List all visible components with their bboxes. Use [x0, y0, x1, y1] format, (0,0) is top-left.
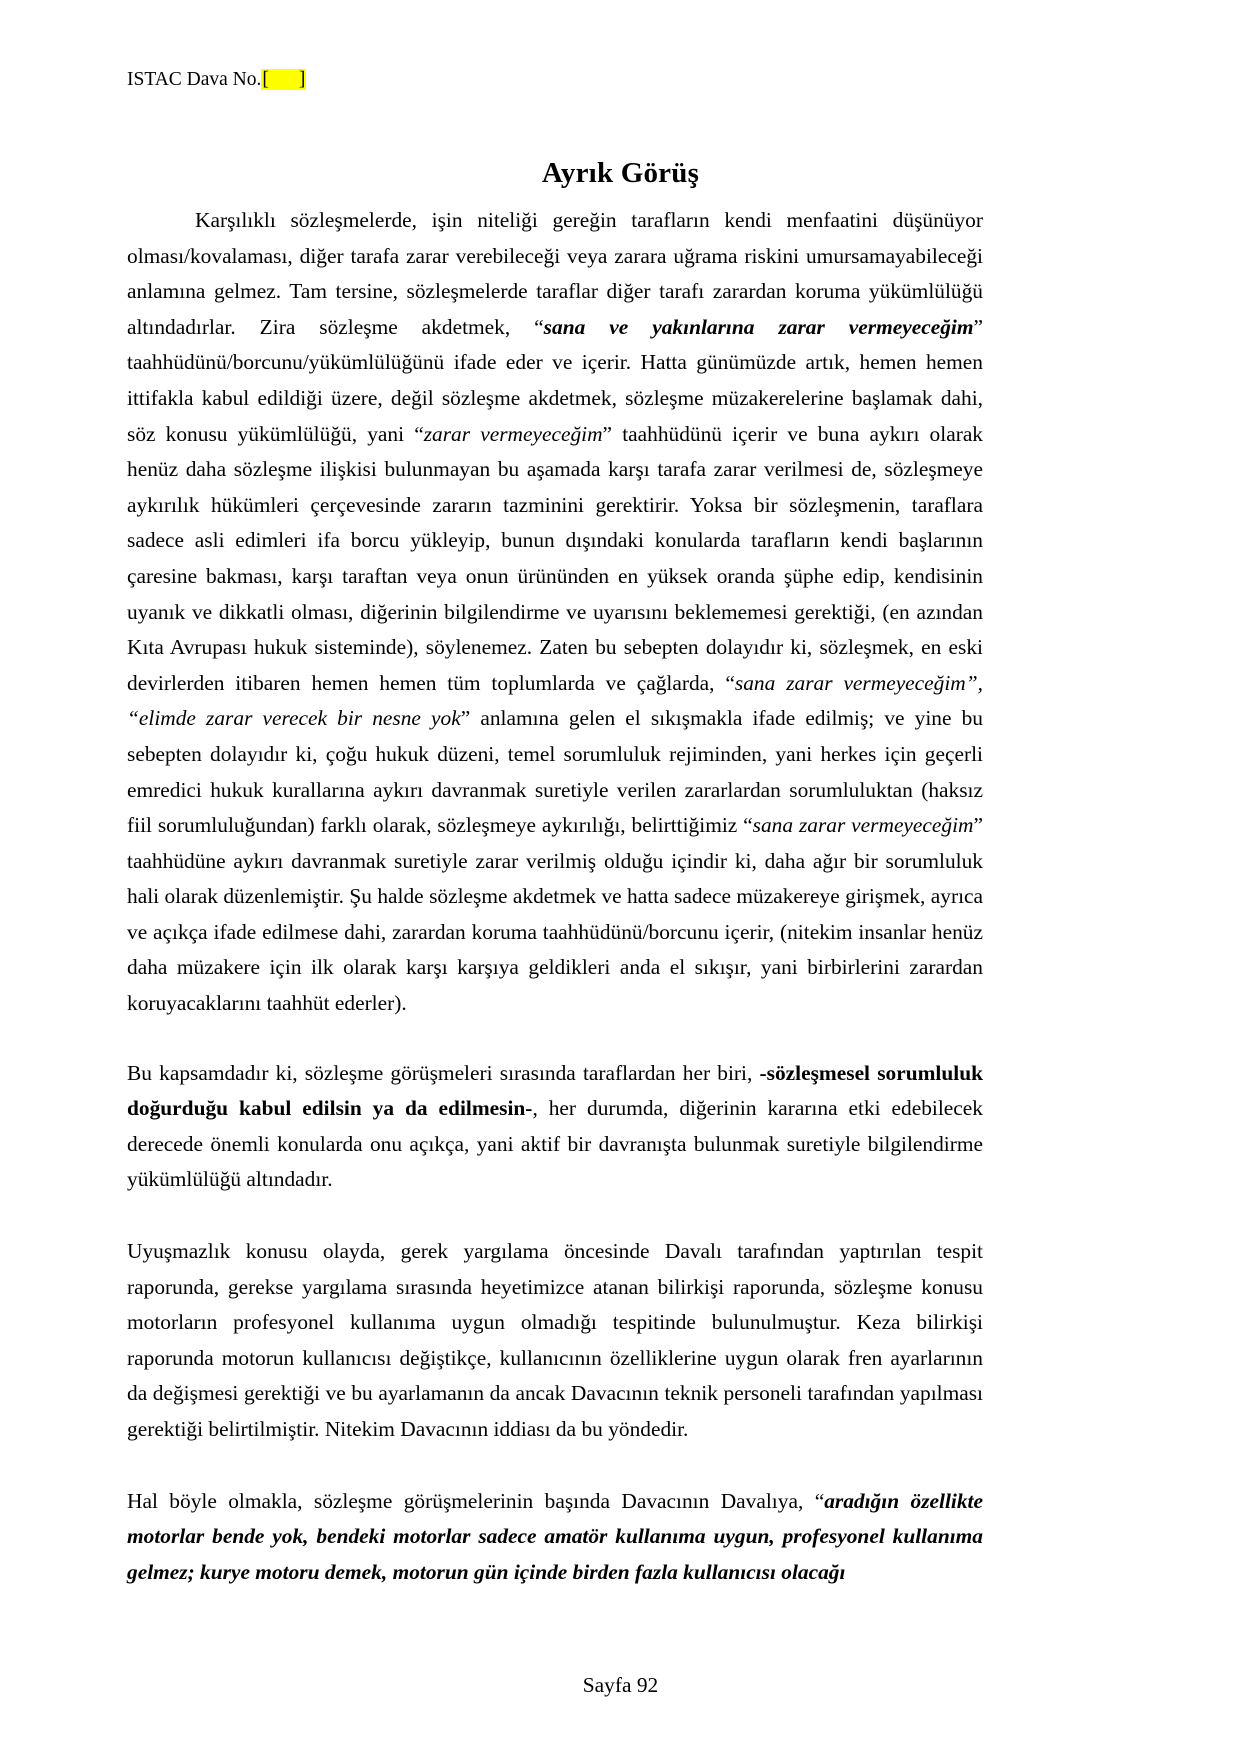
- paragraph-3: [127, 1234, 983, 1448]
- paragraph-4: [127, 1484, 983, 1591]
- p2-run-3: , her durumda, diğerinin kararına etki edebilecek derecede önemli konularda onu açıkça, yani aktif bir davranışta bulunmak suretiyle bilgilendirme yükümlülüğü altındadır.: [127, 1096, 983, 1192]
- p1-run-5: ” taahhüdünü içerir ve buna aykırı olarak henüz daha sözleşme ilişkisi bulunmayan bu aşamada karşı tarafa zarar verilmesi de, sözleşmeye aykırılık hükümleri çerçevesinde zararın tazminini gerektirir. Yoksa bir sözleşmenin, taraflara sadece asli edimleri ifa borcu yükleyip, bunun dışındaki konularda tarafların kendi başlarının çaresine bakması, karşı taraftan veya onun ürününden en yüksek oranda şüphe edip, kendisinin uyanık ve dikkatli olması, diğerinin bilgilendirme ve uyarısını beklememesi gerektiği, (en azından Kıta Avrupası hukuk sisteminde), söylenemez. Zaten bu sebepten dolayıdır ki, sözleşmek, en eski devirlerden itibaren hemen hemen tüm toplumlarda ve çağlarda, “: [127, 421, 984, 695]
- bracket-close: ]: [298, 69, 306, 90]
- case-number-label: ISTAC Dava No.: [127, 69, 262, 90]
- page-title: Ayrık Görüş: [541, 157, 700, 189]
- p3-run-1: Uyuşmazlık konusu olayda, gerek yargılama öncesinde Davalı tarafından yaptırılan tespit raporunda, gerekse yargılama sırasında heyetimizce atanan bilirkişi raporunda, sözleşme konusu motorların profesyonel kullanıma uygun olmadığı tespitinde bulunulmuştur. Keza bilirkişi raporunda motorun kullanıcısı değiştikçe, kullanıcının özelliklerine uygun olarak fren ayarlarının da değişmesi gerektiği ve bu ayarlamanın da ancak Davacının teknik personeli tarafından yapılması gerektiği belirtilmiştir. Nitekim Davacının iddiası da bu yöndedir.: [127, 1239, 983, 1441]
- p4-run-1: Hal böyle olmakla, sözleşme görüşmelerinin başında Davacının Davalıya, “: [127, 1488, 825, 1513]
- page-footer: Sayfa 92: [582, 1673, 659, 1697]
- document-body: [127, 203, 983, 1590]
- p1-quote-1: sana ve yakınlarına zarar vermeyeceğim: [543, 314, 974, 339]
- p1-quote-2: zarar vermeyeceğim: [423, 421, 603, 446]
- p4-quote-1: aradığın özellikte motorlar bende yok, bendeki motorlar sadece amatör kullanıma uygun, profesyonel kullanıma gelmez; kurye motoru demek, motorun gün içinde birden fazla kullanıcısı olacağı: [127, 1488, 983, 1584]
- p1-run-3: ” taahhüdünü/borcunu/yükümlülüğünü ifade eder ve içerir. Hatta günümüzde artık, hemen hemen ittifakla kabul edildiği üzere, değil sözleşme akdetmek, sözleşme müzakerelerine başlamak dahi, söz konusu yükümlülüğü, yani “: [127, 314, 983, 446]
- p2-run-1: Bu kapsamdadır ki, sözleşme görüşmeleri sırasında taraflardan her biri,: [127, 1060, 760, 1085]
- case-number-header: [127, 68, 306, 91]
- p1-run-1: Karşılıklı sözleşmelerde, işin niteliği gereğin tarafların kendi menfaatini düşünüyor olması/kovalaması, diğer tarafa zarar verebileceği veya zarara uğrama riskini umursamayabileceği anlamına gelmez. Tam tersine, sözleşmelerde taraflar diğer tarafı zarardan koruma yükümlülüğü altındadırlar. Zira sözleşme akdetmek, “: [127, 208, 983, 339]
- paragraph-1: [127, 203, 983, 1022]
- redacted-case-number-highlight: [261, 69, 306, 90]
- bracket-open: [: [262, 69, 269, 90]
- paragraph-2: [127, 1056, 983, 1198]
- p1-quote-3: sana zarar vermeyeceğim”, “elimde zarar verecek bir nesne yok: [127, 670, 983, 731]
- p2-emphasis: -sözleşmesel sorumluluk doğurduğu kabul edilsin ya da edilmesin-: [127, 1060, 983, 1121]
- p1-quote-4: sana zarar vermeyeceğim: [752, 813, 974, 838]
- p1-run-9: ” taahhüdüne aykırı davranmak suretiyle zarar verilmiş olduğu içindir ki, daha ağır bir sorumluluk hali olarak düzenlemiştir. Şu halde sözleşme akdetmek ve hatta sadece müzakereye girişmek, ayrıca ve açıkça ifade edilmese dahi, zarardan koruma taahhüdünü/borcunu içerir, (nitekim insanlar henüz daha müzakere için ilk olarak karşı karşıya geldikleri anda el sıkışır, yani birbirlerini zarardan koruyacaklarını taahhüt ederler).: [127, 813, 983, 1016]
- p1-run-7: ” anlamına gelen el sıkışmakla ifade edilmiş; ve yine bu sebepten dolayıdır ki, çoğu hukuk düzeni, temel sorumluluk rejiminden, yani herkes için geçerli emredici hukuk kurallarına aykırı davranmak suretiyle verilen zararlardan sorumluluktan (haksız fiil sorumluluğundan) farklı olarak, sözleşmeye aykırılığı, belirttiğimiz “: [127, 706, 983, 838]
